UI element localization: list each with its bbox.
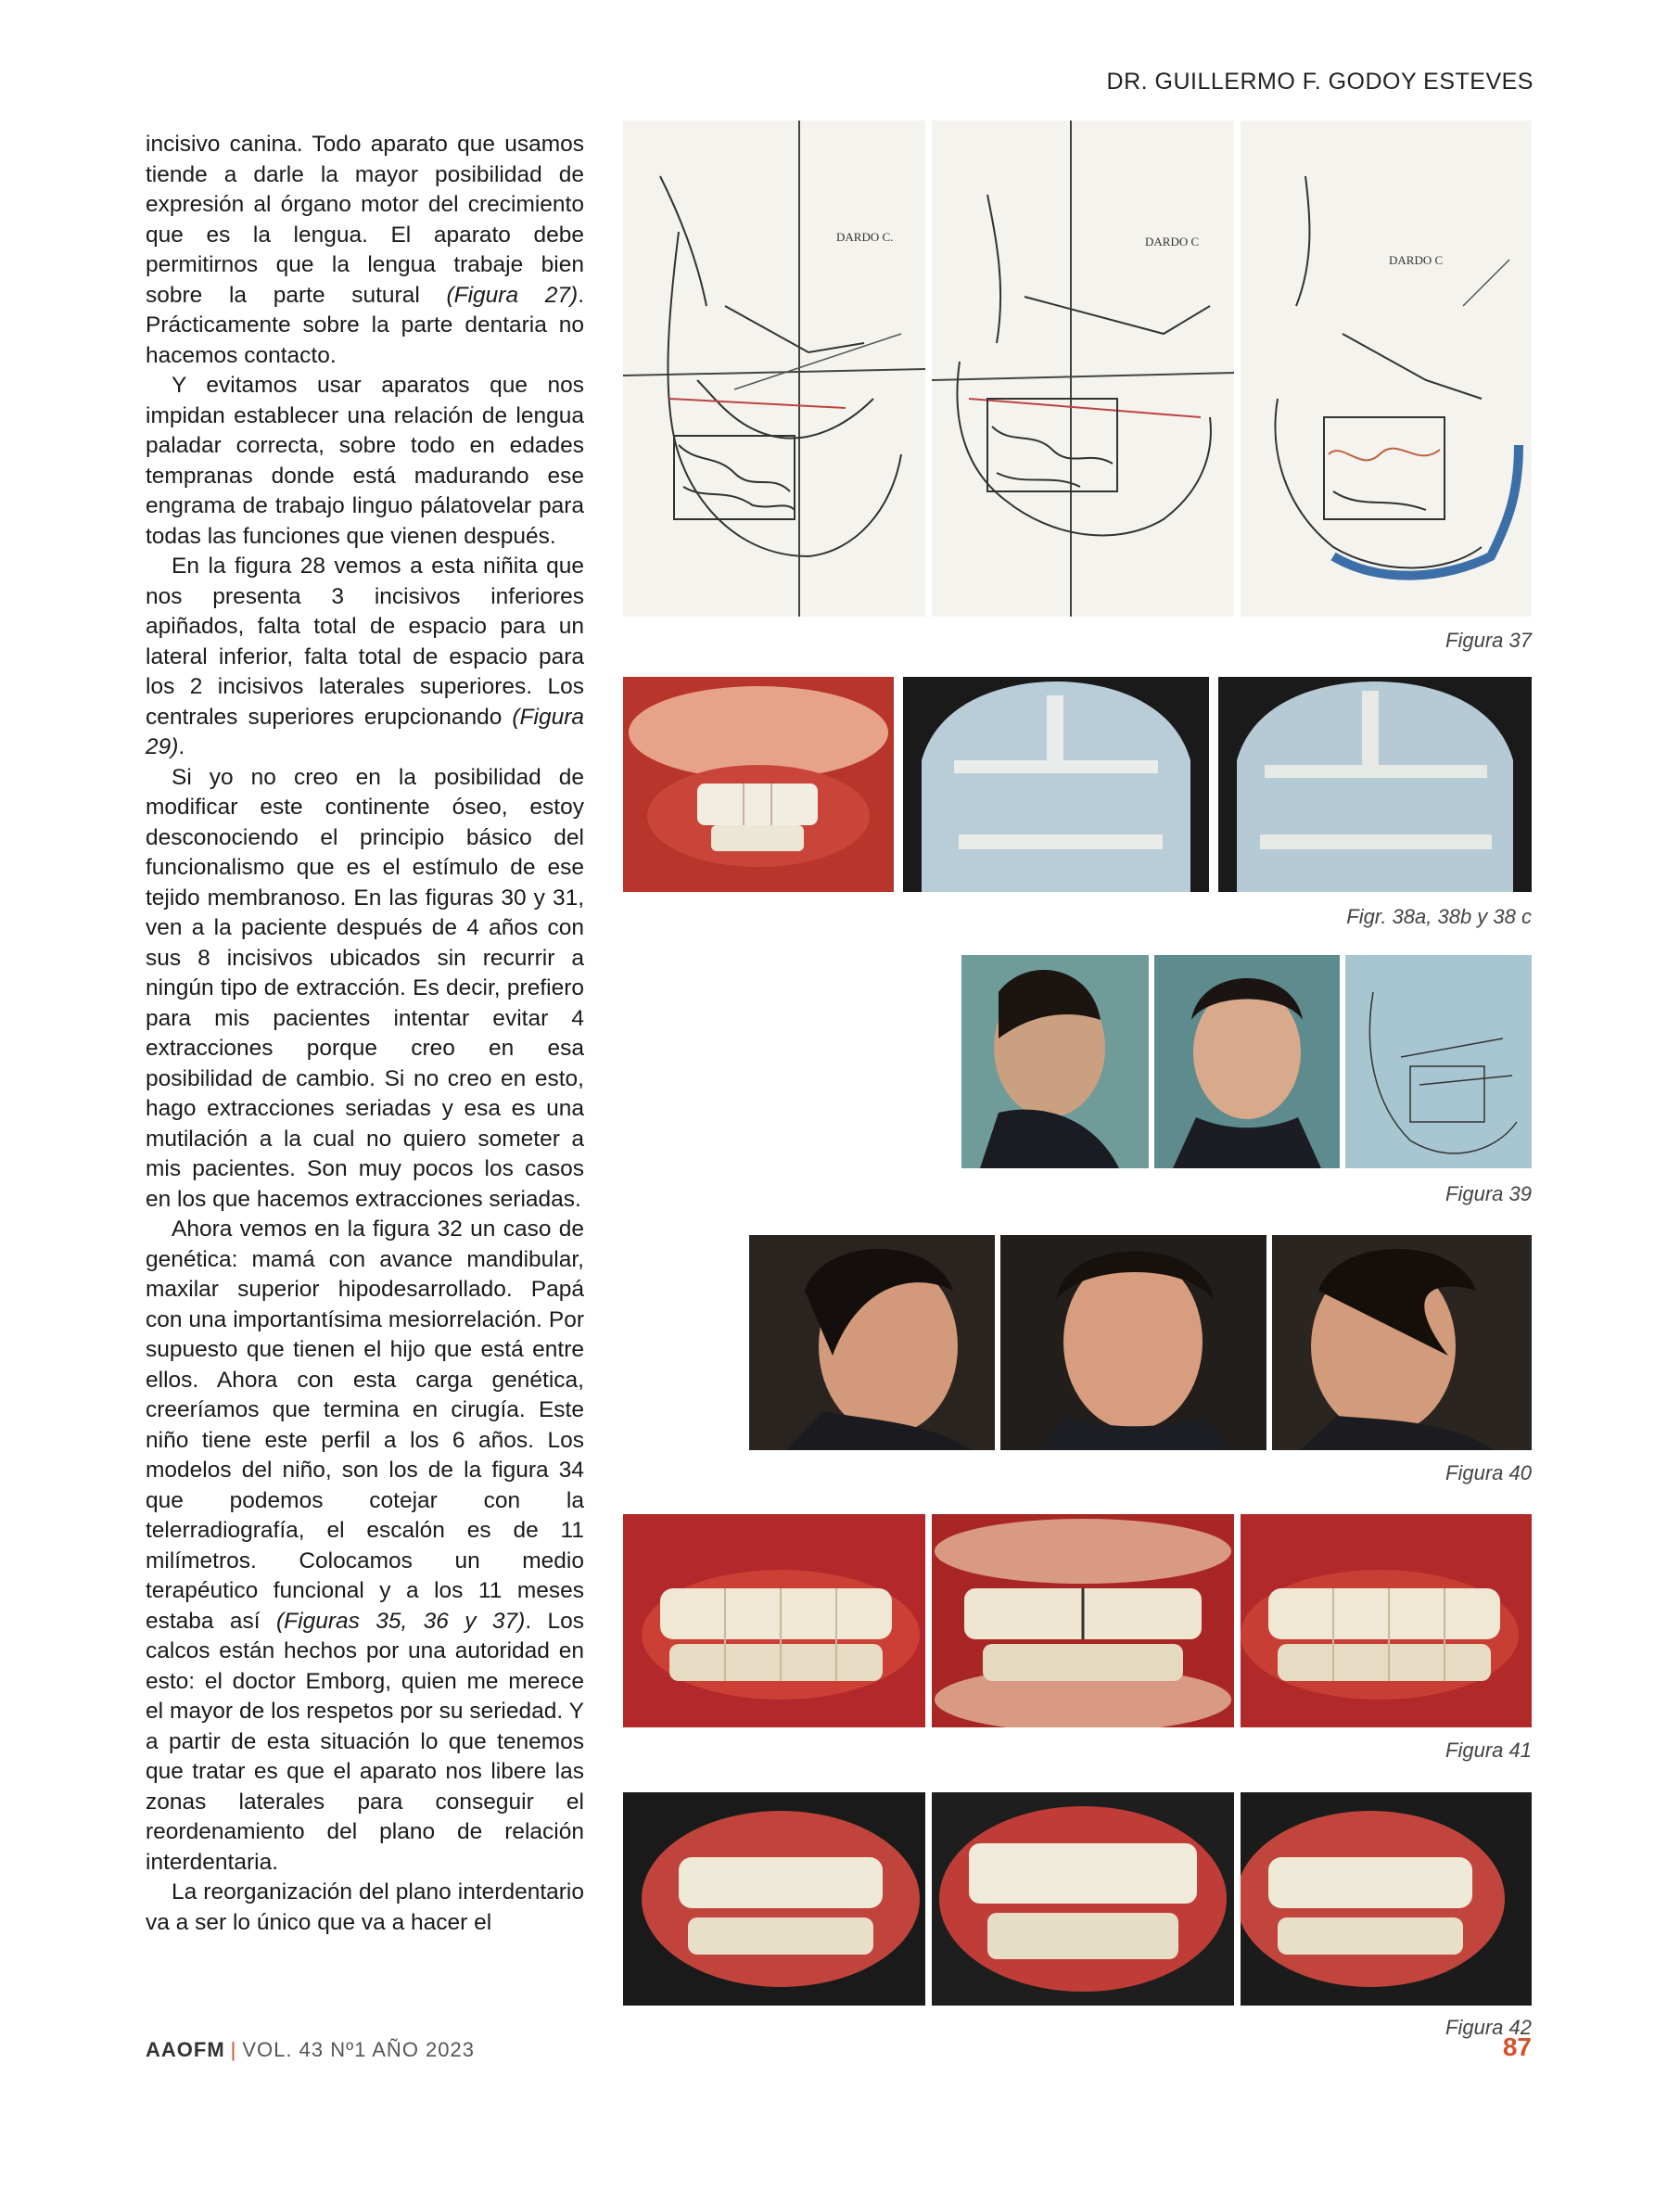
photo-42-frontal: [932, 1792, 1234, 2006]
photo-42-lateral-left: [1241, 1792, 1532, 2006]
tracing-label-1: DARDO C.: [836, 230, 894, 244]
tracing-panel-3: [1241, 121, 1532, 617]
photo-38b-cast: [903, 677, 1209, 892]
figure-39: [961, 955, 1532, 1168]
photo-41-lateral-left: [1241, 1514, 1532, 1727]
journal-name: AAOFM: [146, 2038, 225, 2061]
tracing-label-2: DARDO C: [1145, 235, 1200, 248]
author-header: DR. GUILLERMO F. GODOY ESTEVES: [1106, 69, 1534, 95]
page-number: 87: [1502, 2032, 1532, 2061]
figure-40: [749, 1235, 1532, 1450]
paragraph-4: Si yo no creo en la posibilidad de modificar este continente óseo, estoy desconociendo el principio básico del funcionalismo que es el estímulo de ese tejido membranoso. En las figuras 30 y 31, ven a la paciente después de 4 años con sus 8 incisivos ubicados sin recurrir a ningún tipo de extracción. Es decir, prefiero para mis pacientes intentar evitar 4 extracciones porque creo en esa posibilidad de cambio. Si no creo en esto, hago extracciones seriadas y esa es una mutilación a la cual no quiero someter a mis pacientes. Son muy pocos los casos en los que hacemos extracciones seriadas.: [146, 764, 584, 1212]
photo-40-profile-left: [1272, 1235, 1532, 1450]
caption-figure-41: Figura 41: [1445, 1739, 1532, 1762]
photo-41-frontal: [932, 1514, 1234, 1727]
photo-39-profile: [961, 955, 1149, 1168]
paragraph-1: incisivo canina. Todo aparato que usamos tiende a darle la mayor posibilidad de expresión al órgano motor del crecimiento que es la lengua. El aparato debe permitirnos que la lengua trabaje bien sobre la parte sutural (Figura 27). Prácticamente sobre la parte dentaria no hacemos contacto.: [146, 132, 584, 368]
paragraph-5: Ahora vemos en la figura 32 un caso de genética: mamá con avance mandibular, maxilar superior hipodesarrollado. Papá con una importantísima mesiorrelación. Por supuesto que tienen el hijo que está entre ellos. Ahora con esta carga genética, creeríamos que termina en cirugía. Este niño tiene este perfil a los 6 años. Los modelos del niño, son los de la figura 34 que podemos cotejar con la telerradiografía, el escalón es de 11 milímetros. Colocamos un medio terapéutico funcional y a los 11 meses estaba así (Figuras 35, 36 y 37). Los calcos están hechos por una autoridad en esto: el doctor Emborg, quien me merece el mayor de los respetos por su seriedad. Y a partir de esta situación lo que tenemos que tratar es que el aparato nos libere las zonas laterales para conseguir el reordenamiento del plano de relación interdentaria.: [146, 1217, 584, 1875]
footer-separator: |: [230, 2038, 237, 2061]
footer: [146, 2038, 475, 2062]
journal-volume: VOL. 43 Nº1 AÑO 2023: [242, 2038, 475, 2061]
paragraph-3: En la figura 28 vemos a esta niñita que nos presenta 3 incisivos inferiores apiñados, falta total de espacio para un lateral inferior, falta total de espacio para los 2 incisivos laterales superiores. Los centrales superiores erupcionando (Figura 29).: [146, 554, 584, 759]
caption-figure-38: Figr. 38a, 38b y 38 c: [1346, 905, 1532, 928]
photo-41-lateral-right: [623, 1514, 925, 1727]
body-text: [146, 130, 584, 1938]
tracing-panel-2: [932, 121, 1234, 617]
figure-41: [623, 1514, 1532, 1727]
photo-39-frontal: [1154, 955, 1340, 1168]
caption-figure-37: Figura 37: [1445, 629, 1532, 652]
paragraph-6: La reorganización del plano interdentario va a ser lo único que va a hacer el: [146, 1879, 584, 1935]
caption-figure-39: Figura 39: [1445, 1182, 1532, 1205]
figure-37: [623, 121, 1532, 617]
photo-40-profile-right: [749, 1235, 995, 1450]
caption-figure-40: Figura 40: [1445, 1461, 1532, 1484]
photo-38c-cast: [1218, 677, 1532, 892]
figure-42: [623, 1792, 1532, 2006]
photo-39-tracing: [1345, 955, 1532, 1168]
tracing-panel-1: [623, 121, 925, 617]
caption-figure-42: Figura 42: [1445, 2016, 1532, 2039]
photo-42-lateral-right: [623, 1792, 925, 2006]
photo-40-frontal: [1000, 1235, 1266, 1450]
figure-38: [623, 677, 1532, 892]
paragraph-2: Y evitamos usar aparatos que nos impidan establecer una relación de lengua paladar correcta, sobre todo en edades tempranas donde está madurando ese engrama de trabajo linguo pálatovelar para todas las funciones que vienen después.: [146, 373, 584, 549]
tracing-label-3: DARDO C: [1389, 253, 1444, 267]
photo-38a-teeth: [623, 677, 894, 892]
